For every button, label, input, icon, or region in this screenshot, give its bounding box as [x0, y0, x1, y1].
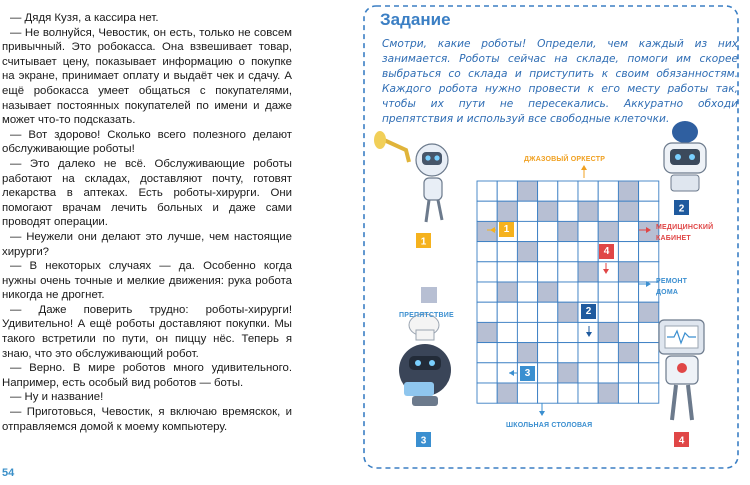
grid-cell	[618, 383, 638, 403]
grid-cell	[558, 282, 578, 302]
task-text: Смотри, какие роботы! Определи, чем каждый из них занимается. Роботы сейчас на складе, помоги им скорее выбраться со склада и приступить к своим обязанностям. Каждого робота нужно провести к его месту работы так, чтобы их пути не пересекались. Аккуратно обходи препятствия и используй все свободные клеточки.	[382, 38, 738, 125]
obstacle-cell	[598, 383, 618, 403]
grid-cell	[558, 201, 578, 221]
paragraph: — Ну и название!	[10, 391, 104, 404]
grid-cell	[558, 242, 578, 262]
obstacle-cell	[558, 221, 578, 241]
grid-cell	[477, 181, 497, 201]
grid-start-3: 3	[520, 366, 535, 381]
grid-cell	[598, 302, 618, 322]
grid-cell	[497, 262, 517, 282]
grid-cell	[639, 363, 659, 383]
grid-cell	[538, 322, 558, 342]
obstacle-cell	[477, 322, 497, 342]
obstacle-swatch	[421, 287, 437, 303]
obstacle-cell	[618, 181, 638, 201]
grid-cell	[517, 221, 537, 241]
obstacle-cell	[618, 201, 638, 221]
grid-cell	[477, 363, 497, 383]
obstacle-cell	[639, 302, 659, 322]
grid-cell	[477, 282, 497, 302]
obstacle-cell	[517, 242, 537, 262]
obstacle-cell	[558, 302, 578, 322]
obstacle-cell	[497, 282, 517, 302]
grid-cell	[578, 363, 598, 383]
grid-cell	[497, 181, 517, 201]
obstacle-cell	[598, 322, 618, 342]
grid-cell	[598, 201, 618, 221]
grid-cell	[639, 201, 659, 221]
grid-cell	[618, 242, 638, 262]
story-text	[2, 11, 292, 434]
obstacle-cell	[538, 282, 558, 302]
label-school-canteen: ШКОЛЬНАЯ СТОЛОВАЯ	[506, 422, 593, 429]
grid-cell	[497, 302, 517, 322]
grid-cell	[497, 343, 517, 363]
grid-cell	[598, 282, 618, 302]
grid-cell	[598, 343, 618, 363]
paragraph: — Дядя Кузя, а кассира нет.	[10, 12, 159, 24]
grid-cell	[477, 201, 497, 221]
robot-badge-number: 1	[420, 236, 427, 248]
robot-chef-icon	[399, 314, 451, 406]
grid-cell	[538, 343, 558, 363]
obstacle-cell	[618, 262, 638, 282]
label-repair-1: РЕМОНТ	[656, 278, 688, 285]
grid-cell	[578, 282, 598, 302]
grid-cell	[598, 181, 618, 201]
grid-cell	[517, 383, 537, 403]
grid-cell	[477, 343, 497, 363]
grid-cell	[538, 221, 558, 241]
grid-cell	[517, 201, 537, 221]
grid-cell	[477, 302, 497, 322]
grid-cell	[618, 221, 638, 241]
grid-cell	[477, 383, 497, 403]
grid-cell	[578, 221, 598, 241]
grid-cell	[558, 343, 578, 363]
obstacle-cell	[618, 343, 638, 363]
grid-cell	[558, 322, 578, 342]
grid-cell	[598, 262, 618, 282]
obstacle-cell	[578, 262, 598, 282]
obstacle-cell	[538, 201, 558, 221]
grid-cell	[558, 383, 578, 403]
grid-cell	[618, 302, 638, 322]
task-page	[354, 0, 750, 485]
grid-cell	[578, 343, 598, 363]
grid-cell	[558, 262, 578, 282]
grid-cell	[578, 242, 598, 262]
grid-cell	[639, 181, 659, 201]
grid-cell	[639, 343, 659, 363]
grid-cell	[517, 322, 537, 342]
grid-cell	[639, 322, 659, 342]
grid-cell	[538, 383, 558, 403]
warehouse-grid	[477, 181, 659, 403]
paragraph: — Даже поверить трудно: роботы-хирурги! Удивительно! А ещё роботы доставляют покупки. Мы такого встретили по пути, он пиццу нёс. Теперь я знаю, что это обслуживающий робот.	[2, 303, 292, 360]
obstacle-cell	[598, 221, 618, 241]
obstacle-cell	[497, 383, 517, 403]
robot-badge-number: 2	[678, 203, 685, 215]
grid-cell	[497, 322, 517, 342]
grid-cell	[477, 242, 497, 262]
grid-cell	[497, 242, 517, 262]
robot-medical-icon	[659, 320, 704, 420]
robot-badge-number: 3	[420, 435, 427, 447]
grid-cell	[618, 363, 638, 383]
maze-illustration	[354, 0, 750, 485]
grid-cell	[517, 302, 537, 322]
label-repair-2: ДОМА	[656, 289, 679, 296]
grid-cell	[538, 302, 558, 322]
grid-cell	[477, 262, 497, 282]
grid-cell	[538, 242, 558, 262]
label-obstacle: ПРЕПЯТСТВИЕ	[399, 312, 454, 319]
grid-start-2: 2	[581, 304, 596, 319]
paragraph: — Не волнуйся, Чевостик, он есть, только не совсем привычный. Это робокасса. Она взвешивает товар, считывает цену, показывает информацию о покупке на экране, принимает оплату и выдаёт чек и сдачу. А ещё робокасса умеет общаться с покупателями, называет постоянных покупателей по имени и даже может что-то подсказать.	[2, 26, 292, 127]
label-medical-1: МЕДИЦИНСКИЙ	[656, 224, 714, 231]
label-medical-2: КАБИНЕТ	[656, 235, 691, 242]
label-jazz-orchestra: ДЖАЗОВЫЙ ОРКЕСТР	[524, 156, 606, 163]
grid-cell	[538, 363, 558, 383]
paragraph: — Верно. В мире роботов много удивительного. Например, есть особый вид роботов — боты.	[2, 362, 292, 389]
grid-cell	[578, 383, 598, 403]
grid-cell	[538, 181, 558, 201]
robot-musician-icon	[374, 131, 448, 222]
grid-cell	[618, 322, 638, 342]
paragraph: — В некоторых случаях — да. Особенно когда нужны очень точные и мелкие движения: рука робота никогда не дрогнет.	[2, 260, 292, 302]
page-number: 54	[2, 467, 15, 479]
obstacle-cell	[517, 343, 537, 363]
grid-cell	[618, 282, 638, 302]
paragraph: — Это далеко не всё. Обслуживающие роботы работают на складах, доставляют почту, готовят лекарства в аптеках. Есть роботы-хирурги. Они помогают врачам лечить больных и даже сами проводят операции.	[2, 157, 292, 229]
obstacle-cell	[497, 201, 517, 221]
robot-badge-number: 4	[678, 435, 685, 447]
grid-cell	[517, 282, 537, 302]
grid-cell	[578, 181, 598, 201]
obstacle-cell	[517, 181, 537, 201]
paragraph: — Неужели они делают это лучше, чем настоящие хирурги?	[2, 230, 292, 258]
left-page	[0, 0, 300, 485]
grid-cell	[639, 242, 659, 262]
robot-repair-icon	[664, 121, 706, 191]
task-title: Задание	[380, 10, 451, 29]
grid-cell	[598, 363, 618, 383]
grid-cell	[639, 383, 659, 403]
paragraph: — Приготовься, Чевостик, я включаю времяскок, и отправляемся домой к моему компьютеру.	[2, 406, 292, 433]
grid-cell	[517, 262, 537, 282]
grid-start-4: 4	[599, 244, 614, 259]
paragraph: — Вот здорово! Сколько всего полезного делают обслуживающие роботы!	[2, 128, 292, 156]
obstacle-cell	[578, 201, 598, 221]
grid-start-1: 1	[499, 222, 514, 237]
grid-cell	[538, 262, 558, 282]
grid-cell	[558, 181, 578, 201]
obstacle-cell	[558, 363, 578, 383]
